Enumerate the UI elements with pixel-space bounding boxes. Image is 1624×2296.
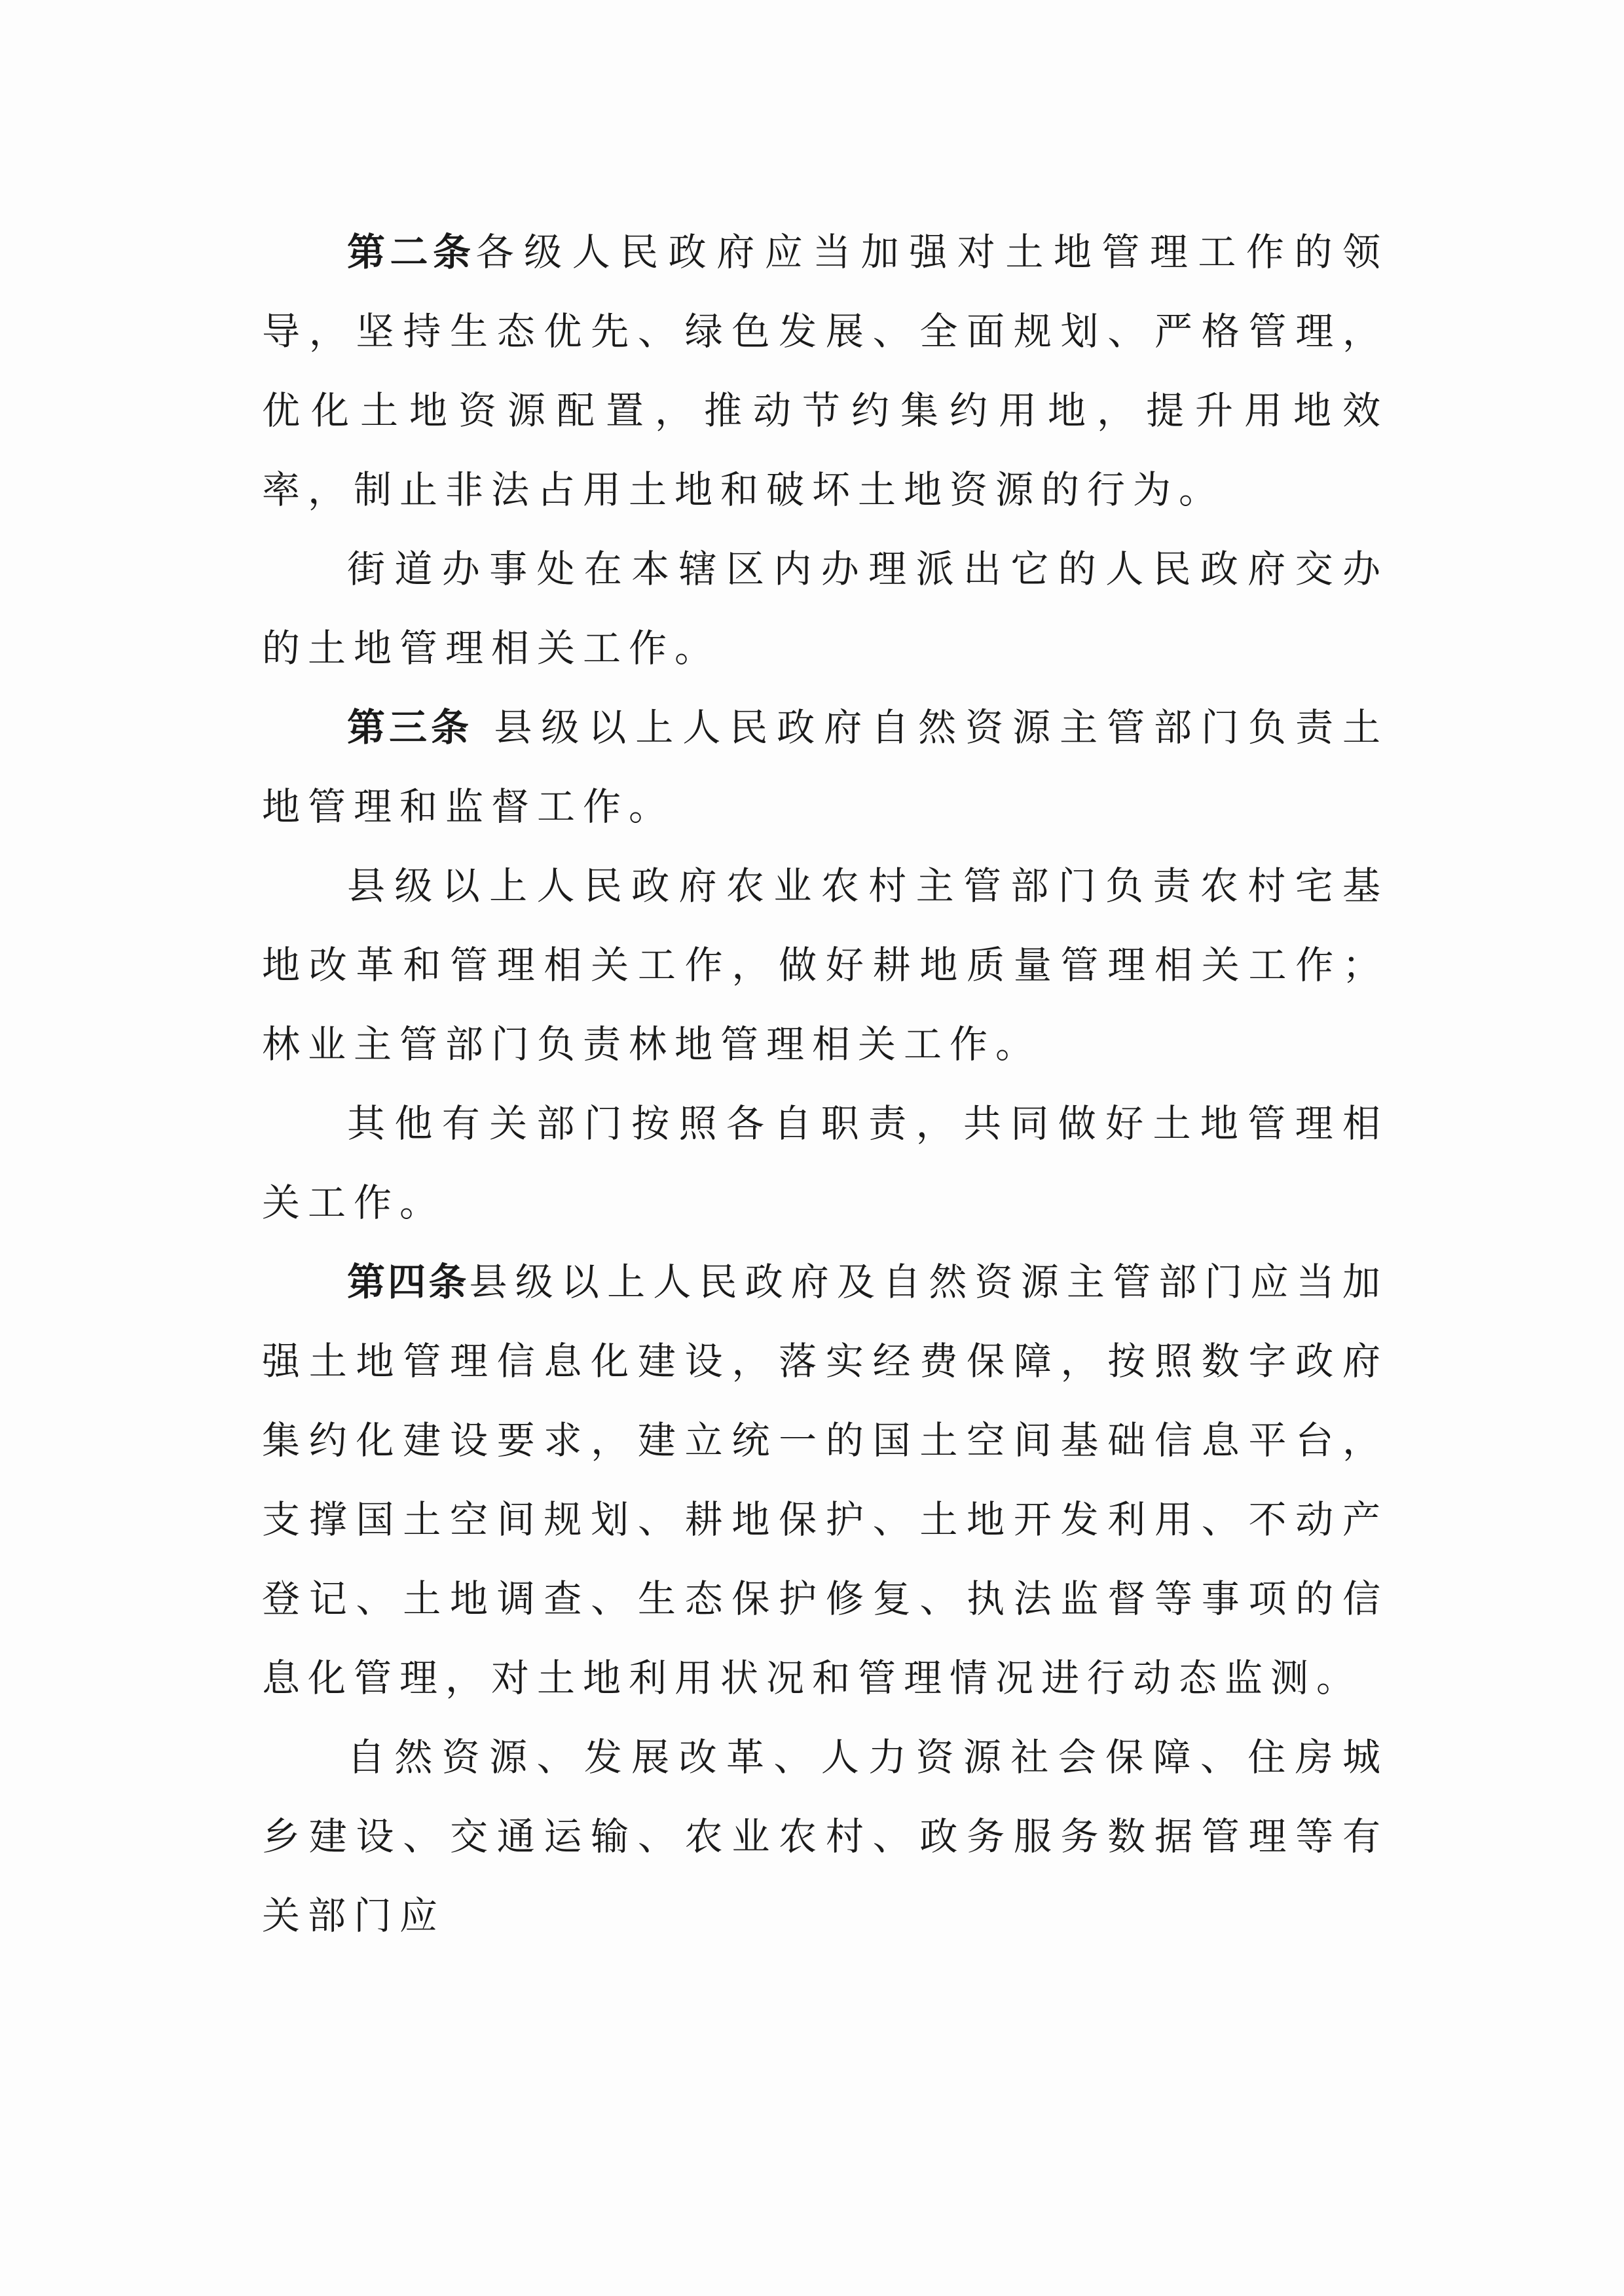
article-3-label: 第三条 (347, 705, 473, 750)
article-4-paragraph (262, 1243, 1388, 1718)
article-4-text: 县级以上人民政府及自然资源主管部门应当加强土地管理信息化建设，落实经费保障，按照数字政府集约化建设要求，建立统一的国土空间基础信息平台，支撑国土空间规划、耕地保护、土地开发利用、不动产登记、土地调查、生态保护修复、执法监督等事项的信息化管理，对土地利用状况和管理情况进行动态监测。 (262, 1260, 1388, 1700)
article-3-text: 县级以上人民政府自然资源主管部门负责土地管理和监督工作。 (262, 705, 1388, 829)
article-2-label: 第二条 (347, 230, 476, 274)
other-departments-paragraph (262, 1084, 1388, 1243)
related-departments-text: 自然资源、发展改革、人力资源社会保障、住房城乡建设、交通运输、农业农村、政务服务数据管理等有关部门应 (262, 1735, 1388, 1938)
agriculture-department-text: 县级以上人民政府农业农村主管部门负责农村宅基地改革和管理相关工作，做好耕地质量管理相关工作；林业主管部门负责林地管理相关工作。 (262, 864, 1388, 1066)
article-2-text: 各级人民政府应当加强对土地管理工作的领导，坚持生态优先、绿色发展、全面规划、严格管理，优化土地资源配置，推动节约集约用地，提升用地效率，制止非法占用土地和破坏土地资源的行为。 (262, 230, 1388, 512)
article-3-paragraph (262, 688, 1388, 847)
subdistrict-office-paragraph (262, 530, 1388, 688)
article-2-paragraph (262, 213, 1388, 530)
subdistrict-office-text: 街道办事处在本辖区内办理派出它的人民政府交办的土地管理相关工作。 (262, 547, 1388, 670)
agriculture-department-paragraph (262, 847, 1388, 1084)
article-4-label: 第四条 (347, 1260, 470, 1304)
related-departments-paragraph (262, 1718, 1388, 1956)
document-body (262, 213, 1388, 1956)
other-departments-text: 其他有关部门按照各自职责，共同做好土地管理相关工作。 (262, 1101, 1388, 1225)
